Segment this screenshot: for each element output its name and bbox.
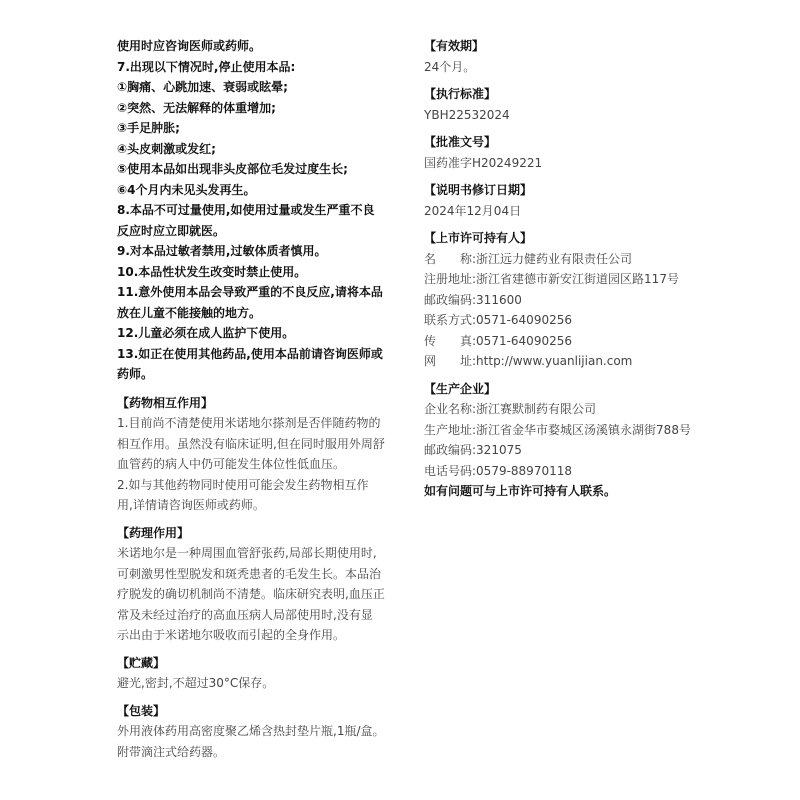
warnings-section [117, 36, 385, 385]
approval-section [424, 132, 724, 173]
warning-line: 药师。 [117, 367, 154, 381]
body-line: 外用液体药用高密度聚乙烯含热封垫片瓶,1瓶/盒。 [117, 724, 385, 738]
field-separator: : [472, 402, 477, 416]
holder-address-row [424, 269, 724, 290]
manufacturer-address-row [424, 420, 724, 441]
holder-website-row [424, 351, 724, 372]
warning-line: ②突然、无法解释的体重增加; [117, 100, 276, 115]
field-label: 传真 [424, 333, 472, 348]
field-value: 浙江省建德市新安江街道园区路117号 [476, 272, 679, 286]
field-label: 邮政编码 [424, 292, 473, 307]
field-separator: : [472, 422, 477, 437]
body-line: 血管药的病人中仍可能发生体位性低血压。 [117, 457, 346, 471]
left-column [117, 36, 385, 762]
holder-postcode-row [424, 290, 724, 311]
holder-name-row [424, 249, 724, 270]
section-heading: 【批准文号】 [424, 135, 497, 149]
section-heading: 【药理作用】 [117, 525, 190, 540]
warning-line: ③手足肿胀; [117, 121, 180, 135]
body-line: 常及未经过治疗的高血压病人局部使用时,没有显 [117, 607, 373, 622]
revision-date: 2024年12月04日 [424, 203, 522, 218]
warning-line: ①胸痛、心跳加速、衰弱或眩晕; [117, 80, 288, 94]
field-separator: : [472, 313, 477, 327]
field-value: 浙江赛默制药有限公司 [476, 402, 597, 416]
holder-contact-row [424, 310, 724, 331]
field-separator: : [472, 292, 477, 307]
body-line: 用,详情请咨询医师或药师。 [117, 498, 265, 512]
field-label: 联系方式 [424, 313, 473, 327]
website-link: http://www.yuanlijian.com [476, 354, 633, 368]
right-column [424, 36, 724, 502]
manufacturer-phone-row [424, 461, 724, 482]
validity-value: 24个月。 [424, 59, 476, 74]
section-heading: 【贮藏】 [117, 655, 166, 670]
manufacturer-section [424, 379, 724, 502]
field-value: 浙江省金华市婺城区汤溪镇永湖街788号 [476, 422, 691, 437]
field-value: 311600 [476, 292, 522, 307]
warning-line: 12.儿童必须在成人监护下使用。 [117, 326, 295, 340]
body-line: 避光,密封,不超过30°C保存。 [117, 676, 275, 690]
section-heading: 【有效期】 [424, 39, 485, 53]
section-heading: 【上市许可持有人】 [424, 231, 533, 245]
holder-fax-row [424, 331, 724, 352]
contact-note: 如有问题可与上市许可持有人联系。 [424, 484, 617, 498]
body-line: 米诺地尔是一种周围血管舒张药,局部长期使用时, [117, 546, 377, 560]
manufacturer-name-row [424, 399, 724, 420]
field-separator: : [472, 463, 477, 478]
field-separator: : [472, 272, 477, 286]
standard-section [424, 84, 724, 125]
field-separator: : [472, 354, 477, 368]
body-line: 可刺激男性型脱发和斑秃患者的毛发生长。本品治 [117, 566, 382, 581]
warning-line: 9.对本品过敏者禁用,过敏体质者慎用。 [117, 244, 327, 258]
warning-line: 反应时应立即就医。 [117, 223, 226, 238]
body-line: 示出由于米诺地尔吸收而引起的全身作用。 [117, 628, 346, 642]
section-heading: 【执行标准】 [424, 87, 497, 101]
body-line: 疗脱发的确切机制尚不清楚。临床研究表明,血压正 [117, 587, 385, 601]
holder-section [424, 228, 724, 372]
warning-line: 11.意外使用本品会导致严重的不良反应,请将本品 [117, 285, 383, 299]
body-line: 1.目前尚不清楚使用米诺地尔搽剂是否伴随药物的 [117, 416, 381, 430]
field-value: 321075 [476, 443, 522, 457]
body-line: 相互作用。虽然没有临床证明,但在同时服用外周舒 [117, 436, 385, 451]
section-heading: 【生产企业】 [424, 381, 497, 396]
warning-line: 7.出现以下情况时,停止使用本品: [117, 59, 296, 74]
warning-line: 13.如正在使用其他药品,使用本品前请咨询医师或 [117, 346, 383, 361]
warning-line: ⑤使用本品如出现非头皮部位毛发过度生长; [117, 162, 348, 176]
field-label: 生产地址 [424, 422, 473, 437]
field-label: 注册地址 [424, 272, 473, 286]
storage-section [117, 653, 385, 694]
section-heading: 【包装】 [117, 703, 166, 718]
field-value: 0571-64090256 [476, 333, 572, 348]
field-value: 0579-88970118 [476, 463, 572, 478]
field-separator: : [472, 333, 477, 348]
manufacturer-postcode-row [424, 440, 724, 461]
revision-section [424, 180, 724, 221]
warning-line: 使用时应咨询医师或药师。 [117, 39, 262, 53]
field-label: 名称 [424, 251, 472, 266]
warning-line: 放在儿童不能接触的地方。 [117, 305, 262, 320]
standard-value: YBH22532024 [424, 107, 510, 122]
section-heading: 【药物相互作用】 [117, 395, 214, 410]
field-value: 浙江远力健药业有限责任公司 [476, 251, 633, 266]
body-line: 附带滴注式给药器。 [117, 744, 226, 759]
warning-line: 10.本品性状发生改变时禁止使用。 [117, 264, 307, 279]
warning-line: ④头皮刺激或发红; [117, 141, 216, 156]
field-label: 邮政编码 [424, 443, 473, 457]
field-separator: : [472, 251, 477, 266]
packaging-section [117, 701, 385, 763]
warning-line: 8.本品不可过量使用,如使用过量或发生严重不良 [117, 203, 375, 217]
warning-line: ⑥4个月内未见头发再生。 [117, 182, 256, 197]
field-label: 电话号码 [424, 463, 473, 478]
body-line: 2.如与其他药物同时使用可能会发生药物相互作 [117, 477, 369, 492]
approval-number: 国药准字H20249221 [424, 155, 543, 170]
pharmacology-section [117, 523, 385, 646]
field-label: 企业名称 [424, 402, 473, 416]
field-value: 0571-64090256 [476, 313, 572, 327]
field-label: 网址 [424, 354, 472, 368]
interactions-section [117, 393, 385, 516]
validity-section [424, 36, 724, 77]
section-heading: 【说明书修订日期】 [424, 183, 533, 197]
field-separator: : [472, 443, 477, 457]
